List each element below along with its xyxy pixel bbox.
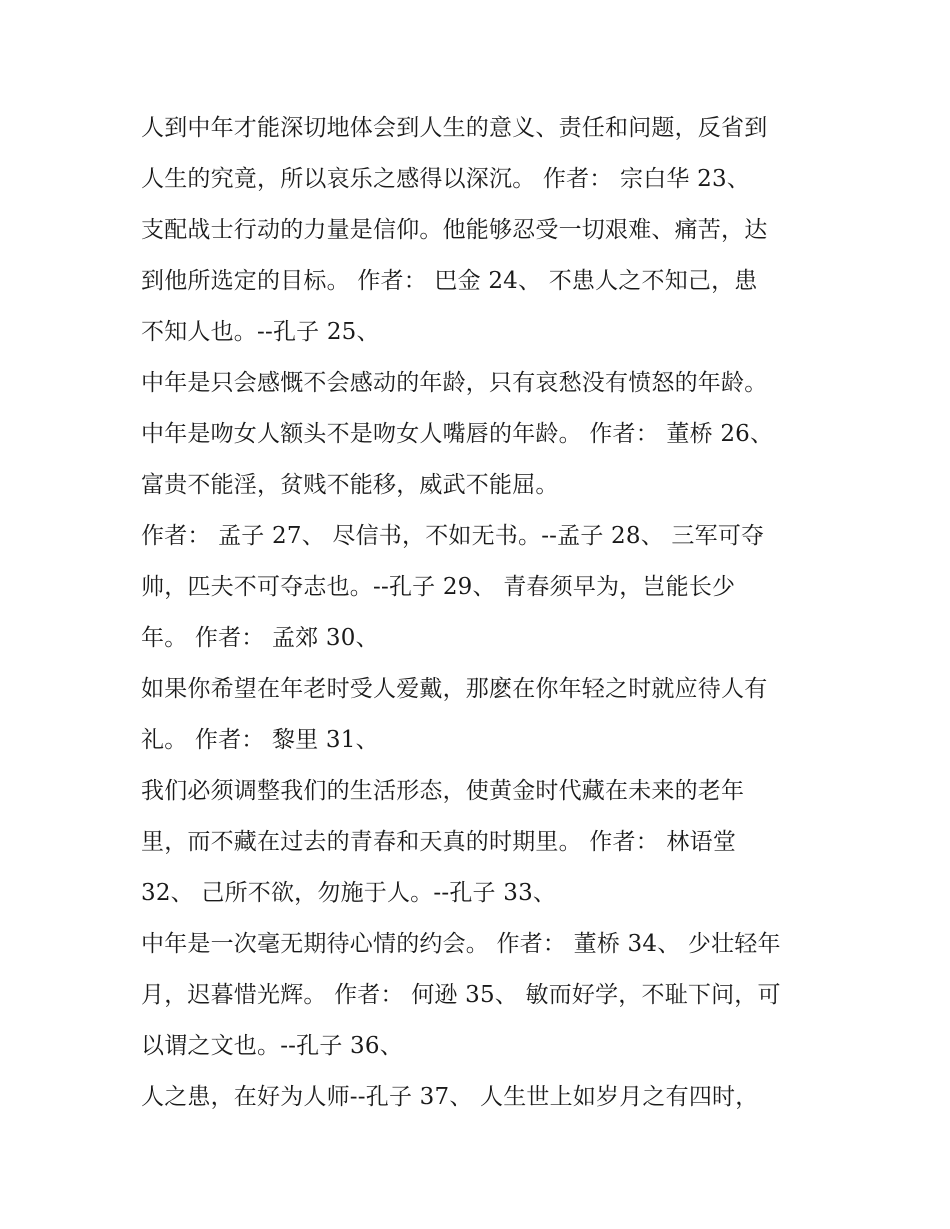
text-line-19: 以谓之文也。--孔子 36、 (141, 1033, 403, 1059)
text-line-9: 作者： 孟子 27、 尽信书，不如无书。--孟子 28、 三军可夺 (141, 523, 765, 549)
text-line-13: 礼。 作者： 黎里 31、 (141, 727, 379, 753)
quote-text-block (141, 103, 831, 1123)
text-line-3: 支配战士行动的力量是信仰。他能够忍受一切艰难、痛苦，达 (141, 217, 768, 243)
text-line-6: 中年是只会感慨不会感动的年龄，只有哀愁没有愤怒的年龄。 (141, 370, 768, 396)
text-line-18: 月，迟暮惜光辉。 作者： 何逊 35、 敏而好学，不耻下问，可 (141, 982, 781, 1008)
text-line-1: 人到中年才能深切地体会到人生的意义、责任和问题，反省到 (141, 115, 768, 141)
text-line-5: 不知人也。--孔子 25、 (141, 319, 380, 345)
text-line-20: 人之患，在好为人师--孔子 37、 人生世上如岁月之有四时， (141, 1084, 759, 1110)
text-line-14: 我们必须调整我们的生活形态，使黄金时代藏在未来的老年 (141, 778, 745, 804)
text-line-4: 到他所选定的目标。 作者： 巴金 24、 不患人之不知己，患 (141, 268, 758, 294)
text-line-12: 如果你希望在年老时受人爱戴，那麽在你年轻之时就应待人有 (141, 676, 768, 702)
text-line-17: 中年是一次毫无期待心情的约会。 作者： 董桥 34、 少壮轻年 (141, 931, 781, 957)
text-line-11: 年。 作者： 孟郊 30、 (141, 625, 379, 651)
text-line-8: 富贵不能淫，贫贱不能移，威武不能屈。 (141, 472, 559, 498)
text-line-10: 帅，匹夫不可夺志也。--孔子 29、 青春须早为，岂能长少 (141, 574, 736, 600)
text-line-15: 里，而不藏在过去的青春和天真的时期里。 作者： 林语堂 (141, 829, 737, 855)
text-line-2: 人生的究竟，所以哀乐之感得以深沉。 作者： 宗白华 23、 (141, 166, 750, 192)
text-line-16: 32、 己所不欲，勿施于人。--孔子 33、 (141, 880, 557, 906)
text-line-7: 中年是吻女人额头不是吻女人嘴唇的年龄。 作者： 董桥 26、 (141, 421, 774, 447)
